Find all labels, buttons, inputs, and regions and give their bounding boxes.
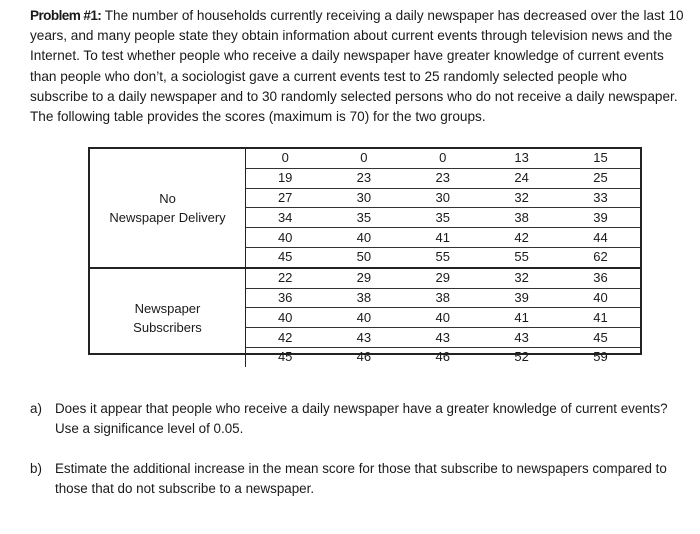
score-cell: 46 (356, 349, 372, 365)
score-cell: 55 (514, 249, 529, 265)
question-a (30, 399, 670, 439)
problem-statement (30, 6, 685, 127)
score-cell: 27 (246, 188, 325, 208)
score-cell: 35 (403, 208, 482, 228)
score-cell: 30 (324, 188, 403, 208)
score-cell: 40 (246, 308, 325, 328)
score-cell: 62 (593, 249, 608, 265)
score-cell: 38 (324, 288, 403, 308)
question-a-letter: a) (30, 401, 42, 416)
score-cell: 40 (324, 308, 403, 328)
score-cell: 38 (403, 288, 482, 308)
score-cell: 40 (561, 288, 640, 308)
score-cell: 29 (324, 268, 403, 288)
scores-table-grid (90, 149, 640, 367)
score-cell: 23 (403, 168, 482, 188)
question-b-letter: b) (30, 461, 42, 476)
question-a-text: Does it appear that people who receive a daily newspaper have a greater knowledge of current events? Use a significance level of 0.05. (55, 401, 668, 436)
score-cell: 34 (246, 208, 325, 228)
group-label (90, 149, 246, 268)
score-cell: 41 (482, 308, 561, 328)
group-label-line2: Newspaper Delivery (109, 209, 226, 225)
score-cell: 0 (403, 149, 482, 168)
score-cell: 36 (246, 288, 325, 308)
score-cell: 25 (561, 168, 640, 188)
table-row (90, 149, 640, 168)
table-row (90, 268, 640, 288)
question-b-text: Estimate the additional increase in the mean score for those that subscribe to newspapers compared to those that do not subscribe to a newspaper. (55, 461, 667, 496)
score-cell: 0 (246, 149, 325, 168)
problem-text: The number of households currently receiving a daily newspaper has decreased over the last 10 years, and many people state they obtain information about current events through television news and the Internet. To test whether people who receive a daily newspaper have greater knowledge of current events than people who don’t, a sociologist gave a current events test to 25 randomly selected people who subscribe to a daily newspaper and to 30 randomly selected persons who do not receive a daily newspaper. The following table provides the scores (maximum is 70) for the two groups. (30, 8, 684, 125)
score-cell: 41 (561, 308, 640, 328)
score-cell: 32 (482, 188, 561, 208)
score-cell: 46 (435, 349, 450, 365)
group-label-line2: Subscribers (133, 319, 202, 335)
score-cell: 13 (482, 149, 561, 168)
score-cell: 33 (561, 188, 640, 208)
score-cell: 52 (514, 349, 529, 365)
score-cell: 55 (435, 249, 450, 265)
score-cell: 39 (561, 208, 640, 228)
score-cell: 45 (277, 349, 293, 365)
score-cell: 29 (403, 268, 482, 288)
score-cell: 24 (482, 168, 561, 188)
score-cell: 30 (403, 188, 482, 208)
score-cell: 35 (324, 208, 403, 228)
score-cell: 15 (561, 149, 640, 168)
score-cell: 23 (324, 168, 403, 188)
score-cell: 42 (246, 328, 325, 348)
score-cell: 22 (246, 268, 325, 288)
problem-label: Problem #1: (30, 8, 102, 23)
score-cell: 0 (324, 149, 403, 168)
group-label-line1: Newspaper (134, 300, 201, 316)
score-cell: 59 (593, 349, 608, 365)
score-cell: 44 (561, 228, 640, 248)
group-label-line1: No (159, 190, 176, 206)
question-b (30, 459, 670, 499)
score-cell: 19 (246, 168, 325, 188)
group-label (90, 268, 246, 367)
score-cell: 45 (277, 249, 293, 265)
score-cell: 41 (403, 228, 482, 248)
score-cell: 36 (561, 268, 640, 288)
score-cell: 38 (482, 208, 561, 228)
score-cell: 43 (324, 328, 403, 348)
score-cell: 40 (403, 308, 482, 328)
score-cell: 45 (561, 328, 640, 348)
scores-table (88, 147, 642, 365)
score-cell: 40 (246, 228, 325, 248)
score-cell: 43 (403, 328, 482, 348)
score-cell: 50 (356, 249, 372, 265)
score-cell: 43 (482, 328, 561, 348)
score-cell: 42 (482, 228, 561, 248)
score-cell: 39 (482, 288, 561, 308)
score-cell: 32 (482, 268, 561, 288)
score-cell: 40 (324, 228, 403, 248)
